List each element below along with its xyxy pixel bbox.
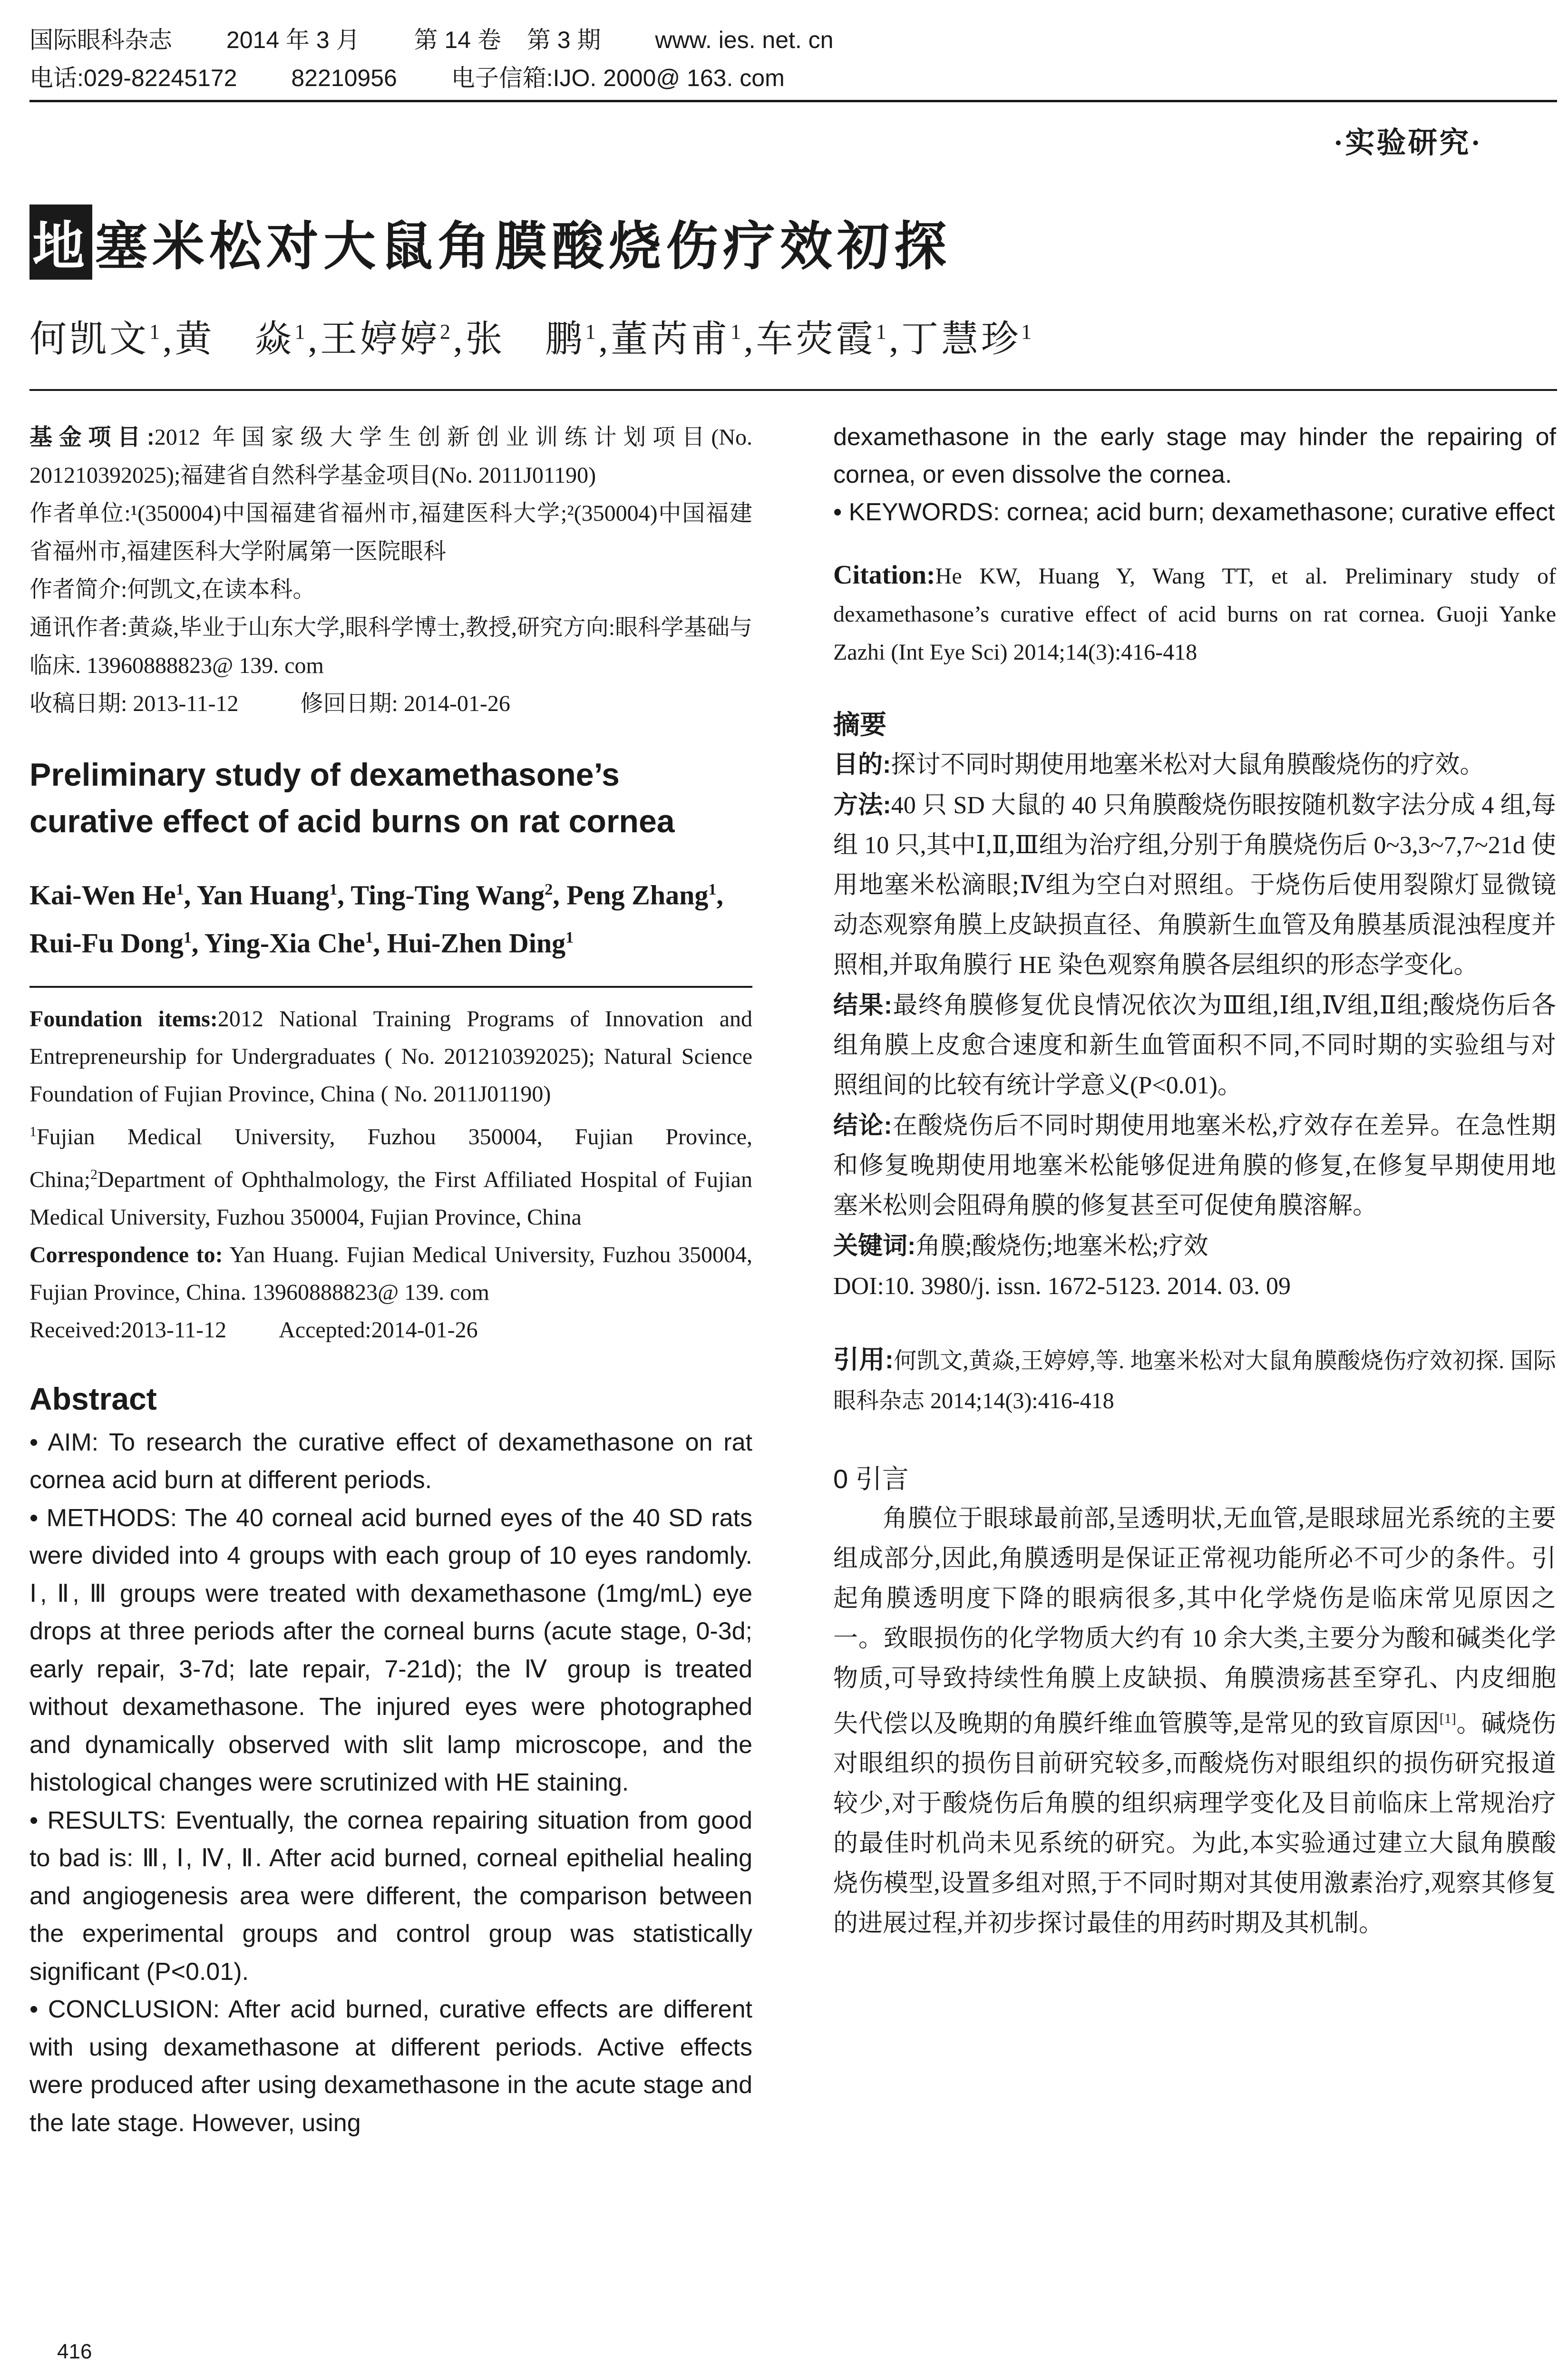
- author-cn: 丁慧珍$^1$: [901, 318, 1035, 360]
- abstract-cn-aim: 目的:探讨不同时期使用地塞米松对大鼠角膜酸烧伤的疗效。: [833, 751, 1485, 779]
- correspondence-en: Correspondence to: Yan Huang. Fujian Medical University, Fuzhou 350004, Fujian Province, China. 13960888823@ 139. com: [29, 1242, 752, 1305]
- dates-cn: 收稿日期: 2013-11-12 修回日期: 2014-01-26: [29, 691, 510, 716]
- citation-en: Citation:He KW, Huang Y, Wang TT, et al. Preliminary study of dexamethasone’s curative effect of acid burns on rat cornea. Guoji Yanke Zazhi (Int Eye Sci) 2014;14(3):416-418: [833, 560, 1556, 665]
- dates-en: Received:2013-11-12 Accepted:2014-01-26: [29, 1317, 478, 1343]
- foundation-en: Foundation items:2012 National Training Programs of Innovation and Entrepreneurship for Undergraduates ( No. 201210392025); Natural Science Foundation of Fujian Province, China ( No. 2011J01190): [29, 1006, 752, 1107]
- title-divider: [29, 389, 1557, 391]
- authors-cn: 何凯文$^1$,黄 焱$^1$,王婷婷$^2$,张 鹏$^1$,董芮甫$^1$,车荧霞$^1$,丁慧珍$^1$: [29, 318, 1035, 360]
- authors-en: Kai-Wen He$^1$, Yan Huang$^1$, Ting-Ting Wang$^2$, Peng Zhang$^1$, Rui-Fu Dong$^1$, Ying-Xia Che$^1$, Hui-Zhen Ding$^1$: [29, 879, 723, 959]
- corr-cn: 通讯作者:黄焱,毕业于山东大学,眼科学博士,教授,研究方向:眼科学基础与临床. 13960888823@ 139. com: [29, 615, 752, 678]
- header-row-2: [29, 59, 1551, 97]
- author-cn: 王婷婷$^2$: [320, 318, 454, 360]
- author-cn: 车荧霞$^1$: [756, 318, 889, 360]
- citation-cn: 引用:何凯文,黄焱,王婷婷,等. 地塞米松对大鼠角膜酸烧伤疗效初探. 国际眼科杂志 2014;14(3):416-418: [833, 1345, 1556, 1413]
- article-title-en: Preliminary study of dexamethasone’s curative effect of acid burns on rat cornea: [29, 757, 675, 839]
- fax: 82210956: [291, 65, 397, 91]
- abstract-heading: Abstract: [29, 1381, 157, 1416]
- fund-cn: 基金项目:2012 年国家级大学生创新创业训练计划项目(No. 201210392025);福建省自然科学基金项目(No. 2011J01190): [29, 425, 752, 488]
- intro-paragraph: 角膜位于眼球最前部,呈透明状,无血管,是眼球屈光系统的主要组成部分,因此,角膜透明是保证正常视功能所必不可少的条件。引起角膜透明度下降的眼病很多,其中化学烧伤是临床常见原因之一。致眼损伤的化学物质大约有 10 余大类,主要分为酸和碱类化学物质,可导致持续性角膜上皮缺损、角膜溃疡甚至穿孔、内皮细胞失代偿以及晚期的角膜纤维血管膜等,是常见的致盲原因[1]。碱烧伤对眼组织的损伤目前研究较多,而酸烧伤对眼组织的损伤研究报道较少,对于酸烧伤后角膜的组织病理学变化及目前临床上常规治疗的最佳时机尚未见系统的研究。为此,本实验通过建立大鼠角膜酸烧伤模型,设置多组对照,于不同时期对其使用激素治疗,观察其修复的进展过程,并初步探讨最佳的用药时期及其机制。: [833, 1505, 1556, 1938]
- title-first-char: 地: [29, 205, 92, 280]
- author-cn: 何凯文$^1$: [29, 318, 163, 360]
- abstract-conclusion: • CONCLUSION: After acid burned, curative effects are different with using dexamethasone at different periods. Active effects were produced after using dexamethasone in the acute stage and the late stage. However, using: [29, 1996, 752, 2137]
- doi[interactable]: DOI:10. 3980/j. issn. 1672-5123. 2014. 03. 09: [833, 1273, 1291, 1300]
- bio-cn: 作者简介:何凯文,在读本科。: [29, 577, 316, 602]
- article-title-cn: [29, 205, 951, 280]
- abstract-methods: • METHODS: The 40 corneal acid burned eyes of the 40 SD rats were divided into 4 groups with each group of 10 eyes randomly. Ⅰ, Ⅱ, Ⅲ groups were treated with dexamethasone (1mg/mL) eye drops at three periods after the corneal burns (acute stage, 0-3d; early repair, 3-7d; late repair, 7-21d); the Ⅳ group is treated without dexamethasone. The injured eyes were photographed and dynamically observed with slit lamp microscope, and the histological changes were scrutinized with HE staining.: [29, 1504, 752, 1797]
- abstract-cn-conclusion: 结论:在酸烧伤后不同时期使用地塞米松,疗效存在差异。在急性期和修复晚期使用地塞米松能够促进角膜的修复,在修复早期使用地塞米松则会阻碍角膜的修复甚至可促使角膜溶解。: [833, 1112, 1556, 1219]
- header-divider: [29, 100, 1557, 102]
- journal-email[interactable]: 电子信箱:IJO. 2000@ 163. com: [451, 65, 785, 91]
- title-rest: 塞米松对大鼠角膜酸烧伤疗效初探: [95, 218, 951, 276]
- affiliations-en: $^1$Fujian Medical University, Fuzhou 350004, Fujian Province, China;$^2$Department of Ophthalmology, the First Affiliated Hospital of Fujian Medical University, Fuzhou 350004, Fujian Province, China: [29, 1123, 752, 1230]
- phone: 电话:029-82245172: [29, 65, 237, 91]
- volume: 第 14 卷: [414, 27, 501, 53]
- journal-url[interactable]: www. ies. net. cn: [655, 27, 834, 53]
- intro-heading: 0 引言: [833, 1464, 909, 1494]
- left-column: [29, 419, 752, 2142]
- abstract-results: • RESULTS: Eventually, the cornea repairing situation from good to bad is: Ⅲ, Ⅰ, Ⅳ, Ⅱ. After acid burned, corneal epithelial healing and angiogenesis area were different, the comparison between the experimental groups and control group was statistically significant (P<0.01).: [29, 1806, 752, 1986]
- authors-divider: [29, 986, 752, 988]
- abstract-cn-methods: 方法:40 只 SD 大鼠的 40 只角膜酸烧伤眼按随机数字法分成 4 组,每组 10 只,其中Ⅰ,Ⅱ,Ⅲ组为治疗组,分别于角膜烧伤后 0~3,3~7,7~21d 使用地塞米松滴眼;Ⅳ组为空白对照组。于烧伤后使用裂隙灯显微镜动态观察角膜上皮缺损直径、角膜新生血管及角膜基质混浊程度并照相,并取角膜行 HE 染色观察角膜各层组织的形态学变化。: [833, 791, 1556, 979]
- journal-header: [29, 21, 1551, 97]
- abstract-cn-heading: 摘要: [833, 710, 886, 740]
- author-cn: 黄 焱$^1$: [175, 318, 308, 360]
- author-cn: 董芮甫$^1$: [611, 318, 744, 360]
- right-column: [833, 419, 1556, 1944]
- abstract-cn-results: 结果:最终角膜修复优良情况依次为Ⅲ组,Ⅰ组,Ⅳ组,Ⅱ组;酸烧伤后各组角膜上皮愈合速度和新生血管面积不同,不同时期的实验组与对照组间的比较有统计学意义(P<0.01)。: [833, 992, 1556, 1099]
- journal-name: 国际眼科杂志: [29, 27, 172, 53]
- keywords-cn: 关键词:角膜;酸烧伤;地塞米松;疗效: [833, 1232, 1208, 1260]
- abstract-conclusion-cont: dexamethasone in the early stage may hinder the repairing of cornea, or even dissolve the cornea.: [833, 423, 1556, 488]
- issue: 第 3 期: [526, 27, 601, 53]
- page-number: 416: [57, 2340, 92, 2363]
- keywords-en: • KEYWORDS: cornea; acid burn; dexamethasone; curative effect: [833, 498, 1555, 526]
- abstract-aim: • AIM: To research the curative effect of dexamethasone on rat cornea acid burn at different periods.: [29, 1428, 752, 1494]
- issue-date: 2014 年 3 月: [226, 27, 360, 53]
- reference-link[interactable]: [1]: [1439, 1711, 1456, 1726]
- header-row-1: [29, 21, 1551, 59]
- author-cn: 张 鹏$^1$: [465, 318, 599, 360]
- section-label: ·实验研究·: [1333, 127, 1482, 159]
- unit-cn: 作者单位:¹(350004)中国福建省福州市,福建医科大学;²(350004)中国福建省福州市,福建医科大学附属第一医院眼科: [29, 501, 752, 564]
